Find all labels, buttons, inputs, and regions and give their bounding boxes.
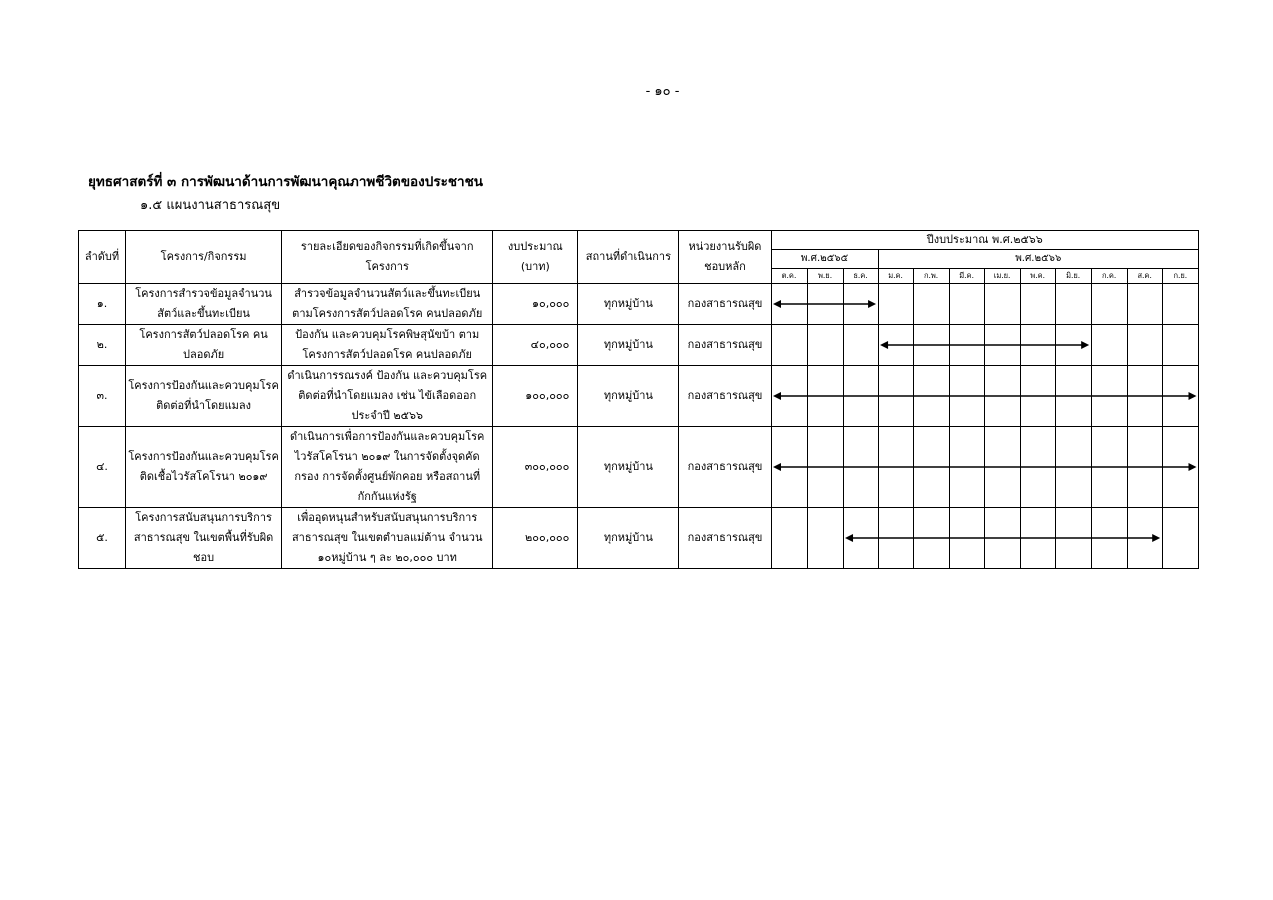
gantt-cell [1055, 325, 1091, 366]
header-location: สถานที่ดำเนินการ [578, 231, 679, 284]
gantt-cell [807, 427, 843, 508]
month-header: ก.พ. [913, 269, 949, 284]
gantt-cell [1162, 284, 1198, 325]
month-header: เม.ย. [984, 269, 1020, 284]
header-budget: งบประมาณ (บาท) [493, 231, 578, 284]
gantt-cell [1127, 284, 1162, 325]
row-project: โครงการสนับสนุนการบริการสาธารณสุข ในเขตพื้นที่รับผิดชอบ [126, 508, 282, 569]
gantt-cell [1020, 508, 1055, 569]
gantt-cell [1127, 427, 1162, 508]
month-header: ต.ค. [771, 269, 807, 284]
page-number: - ๑๐ - [645, 84, 680, 99]
gantt-cell [878, 427, 913, 508]
month-header: ธ.ค. [843, 269, 878, 284]
row-budget: ๒๐๐,๐๐๐ [493, 508, 578, 569]
gantt-cell [843, 427, 878, 508]
row-details: ดำเนินการรณรงค์ ป้องกัน และควบคุมโรคติดต่อที่นำโดยแมลง เช่น ไข้เลือดออก ประจำปี ๒๕๖๖ [282, 366, 493, 427]
month-header: พ.ค. [1020, 269, 1055, 284]
gantt-cell [807, 508, 843, 569]
plan-table [78, 230, 1199, 569]
month-header: พ.ย. [807, 269, 843, 284]
row-location: ทุกหมู่บ้าน [578, 508, 679, 569]
row-budget: ๑๐,๐๐๐ [493, 284, 578, 325]
gantt-cell [1020, 427, 1055, 508]
row-order: ๕. [79, 508, 126, 569]
gantt-cell [1162, 325, 1198, 366]
row-order: ๒. [79, 325, 126, 366]
gantt-cell [949, 427, 984, 508]
row-location: ทุกหมู่บ้าน [578, 366, 679, 427]
row-order: ๓. [79, 366, 126, 427]
row-details: เพื่ออุดหนุนสำหรับสนับสนุนการบริการสาธารณสุข ในเขตตำบลแม่ต้าน จำนวน ๑๐หมู่บ้าน ๆ ละ ๒๐,๐๐๐ บาท [282, 508, 493, 569]
gantt-cell [1091, 427, 1127, 508]
gantt-cell [771, 508, 807, 569]
gantt-cell [878, 366, 913, 427]
table-row [79, 284, 1199, 325]
gantt-cell [913, 508, 949, 569]
gantt-cell [1020, 325, 1055, 366]
row-agency: กองสาธารณสุข [679, 325, 771, 366]
gantt-cell [1162, 508, 1198, 569]
gantt-cell [1162, 427, 1198, 508]
header-details: รายละเอียดของกิจกรรมที่เกิดขึ้นจากโครงการ [282, 231, 493, 284]
gantt-cell [843, 508, 878, 569]
row-details: ป้องกัน และควบคุมโรคพิษสุนัขบ้า ตามโครงการสัตว์ปลอดโรค คนปลอดภัย [282, 325, 493, 366]
month-header: ก.ค. [1091, 269, 1127, 284]
strategy-title: ยุทธศาสตร์ที่ ๓ การพัฒนาด้านการพัฒนาคุณภาพชีวิตของประชาชน [88, 174, 483, 190]
month-header: ม.ค. [878, 269, 913, 284]
gantt-cell [949, 366, 984, 427]
gantt-cell [1127, 366, 1162, 427]
header-year-2565: พ.ศ.๒๕๖๕ [771, 250, 878, 269]
gantt-cell [1091, 325, 1127, 366]
gantt-cell [807, 325, 843, 366]
gantt-cell [771, 427, 807, 508]
row-budget: ๔๐,๐๐๐ [493, 325, 578, 366]
gantt-cell [984, 325, 1020, 366]
header-fiscal-year: ปีงบประมาณ พ.ศ.๒๕๖๖ [771, 231, 1199, 250]
row-agency: กองสาธารณสุข [679, 284, 771, 325]
row-project: โครงการป้องกันและควบคุมโรคติดต่อที่นำโดยแมลง [126, 366, 282, 427]
gantt-cell [984, 366, 1020, 427]
row-order: ๑. [79, 284, 126, 325]
gantt-cell [984, 427, 1020, 508]
section-title: ๑.๕ แผนงานสาธารณสุข [140, 198, 281, 213]
table-row [79, 427, 1199, 508]
row-project: โครงการสัตว์ปลอดโรค คนปลอดภัย [126, 325, 282, 366]
gantt-cell [949, 508, 984, 569]
gantt-cell [1055, 427, 1091, 508]
gantt-cell [878, 508, 913, 569]
header-order: ลำดับที่ [79, 231, 126, 284]
gantt-cell [843, 366, 878, 427]
row-budget: ๓๐๐,๐๐๐ [493, 427, 578, 508]
row-project: โครงการสำรวจข้อมูลจำนวนสัตว์และขึ้นทะเบียน [126, 284, 282, 325]
gantt-cell [1055, 284, 1091, 325]
gantt-cell [1020, 284, 1055, 325]
gantt-cell [949, 325, 984, 366]
gantt-cell [807, 284, 843, 325]
header-year-2566: พ.ศ.๒๕๖๖ [878, 250, 1198, 269]
row-details: ดำเนินการเพื่อการป้องกันและควบคุมโรคไวรัสโคโรนา ๒๐๑๙ ในการจัดตั้งจุดคัดกรอง การจัดตั้งศูนย์พักคอย หรือสถานที่กักกันแห่งรัฐ [282, 427, 493, 508]
month-header: มิ.ย. [1055, 269, 1091, 284]
gantt-cell [913, 284, 949, 325]
gantt-cell [984, 284, 1020, 325]
month-header: ส.ค. [1127, 269, 1162, 284]
gantt-cell [1055, 366, 1091, 427]
gantt-cell [878, 325, 913, 366]
gantt-cell [1091, 366, 1127, 427]
gantt-cell [984, 508, 1020, 569]
month-header: มี.ค. [949, 269, 984, 284]
row-details: สำรวจข้อมูลจำนวนสัตว์และขึ้นทะเบียนตามโครงการสัตว์ปลอดโรค คนปลอดภัย [282, 284, 493, 325]
row-location: ทุกหมู่บ้าน [578, 427, 679, 508]
gantt-cell [1127, 508, 1162, 569]
table-row [79, 508, 1199, 569]
gantt-cell [1127, 325, 1162, 366]
gantt-cell [1020, 366, 1055, 427]
header-project: โครงการ/กิจกรรม [126, 231, 282, 284]
gantt-cell [913, 325, 949, 366]
gantt-cell [913, 366, 949, 427]
gantt-cell [1162, 366, 1198, 427]
gantt-cell [913, 427, 949, 508]
row-order: ๔. [79, 427, 126, 508]
row-project: โครงการป้องกันและควบคุมโรคติดเชื้อไวรัสโคโรนา ๒๐๑๙ [126, 427, 282, 508]
row-location: ทุกหมู่บ้าน [578, 284, 679, 325]
gantt-cell [771, 284, 807, 325]
gantt-cell [949, 284, 984, 325]
gantt-cell [843, 325, 878, 366]
row-agency: กองสาธารณสุข [679, 366, 771, 427]
table-row [79, 325, 1199, 366]
gantt-cell [1091, 508, 1127, 569]
gantt-cell [843, 284, 878, 325]
gantt-cell [878, 284, 913, 325]
header-agency: หน่วยงานรับผิดชอบหลัก [679, 231, 771, 284]
row-location: ทุกหมู่บ้าน [578, 325, 679, 366]
table-row [79, 366, 1199, 427]
gantt-cell [771, 325, 807, 366]
gantt-cell [1055, 508, 1091, 569]
row-agency: กองสาธารณสุข [679, 508, 771, 569]
gantt-cell [771, 366, 807, 427]
row-agency: กองสาธารณสุข [679, 427, 771, 508]
gantt-cell [1091, 284, 1127, 325]
month-header: ก.ย. [1162, 269, 1198, 284]
row-budget: ๑๐๐,๐๐๐ [493, 366, 578, 427]
gantt-cell [807, 366, 843, 427]
